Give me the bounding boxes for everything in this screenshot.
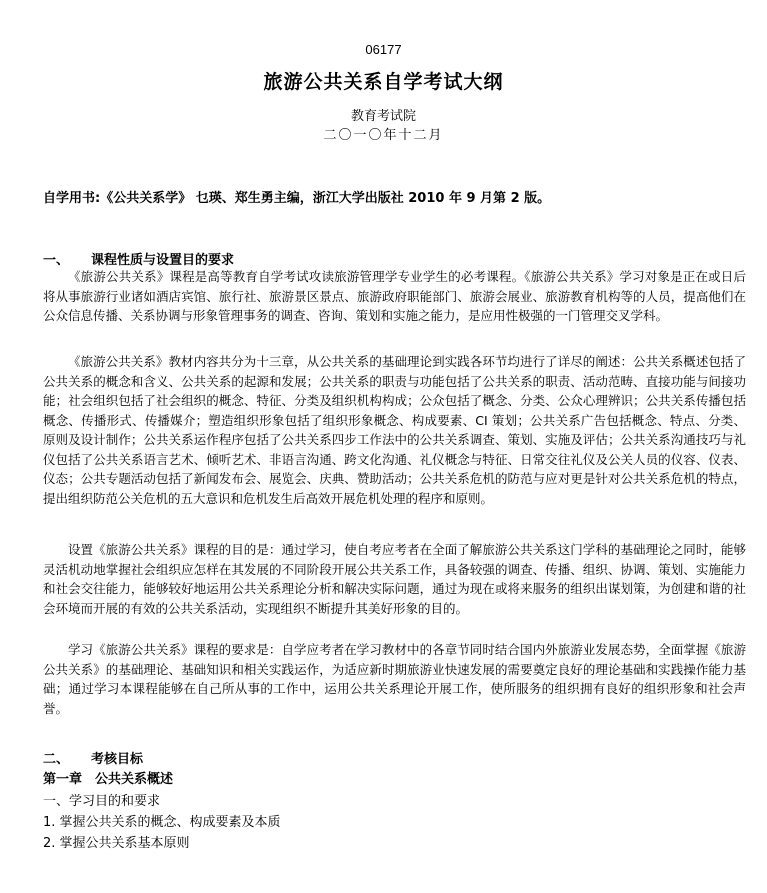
section-1-title: 课程性质与设置目的要求 (91, 253, 235, 268)
list-item: 2. 掌握公共关系基本原则 (43, 836, 190, 851)
paragraph-1: 《旅游公共关系》课程是高等教育自学考试攻读旅游管理学专业学生的必考课程。《旅游公共关系》学习对象是正在或日后将从事旅游行业诸如酒店宾馆、旅行社、旅游景区景点、旅游政府职能部门、旅游会展业、旅游教育机构等的人员，提高他们在公众信息传播、关系协调与形象管理事务的调查、咨询、策划和实施之能力，是应用性极强的一门管理交叉学科。 (43, 269, 746, 323)
exam-code: 06177 (365, 42, 402, 57)
textbook-info: 自学用书:《公共关系学》 乜瑛、郑生勇主编，浙江大学出版社 2010 年 9 月第 2 版。 (43, 191, 551, 206)
section-1-number: 一、 (43, 253, 70, 268)
issue-date: 二〇一〇年十二月 (323, 128, 444, 143)
section-2-number: 二、 (43, 752, 70, 767)
section-1-heading (43, 249, 234, 268)
document-title: 旅游公共关系自学考试大纲 (263, 71, 504, 93)
paragraph-4: 学习《旅游公共关系》课程的要求是：自学应考者在学习教材中的各章节同时结合国内外旅游业发展态势，全面掌握《旅游公共关系》的基础理论、基础知识和相关实践运作，为适应新时期旅游业快速发展的需要奠定良好的理论基础和实践操作能力基础；通过学习本课程能够在自己所从事的工作中，运用公共关系理论开展工作，使所服务的组织拥有良好的组织形象和社会声誉。 (43, 642, 746, 716)
paragraph-3: 设置《旅游公共关系》课程的目的是：通过学习，使自考应考者在全面了解旅游公共关系这门学科的基础理论之同时，能够灵活机动地掌握社会组织应怎样在其发展的不同阶段开展公共关系工作，具备较强的调查、传播、组织、协调、策划、实施能力和社会交往能力，能够较好地运用公共关系理论分析和解决实际问题，通过为现在或将来服务的组织出谋划策，为创建和谐的社会环境而开展的有效的公共关系活动，实现组织不断提升其美好形象的目的。 (43, 542, 746, 616)
section-2-title: 考核目标 (91, 752, 144, 767)
list-item: 1. 掌握公共关系的概念、构成要素及本质 (43, 815, 281, 830)
chapter-heading: 第一章 公共关系概述 (43, 772, 174, 787)
section-2-heading (43, 748, 143, 767)
subsection-heading: 一、学习目的和要求 (43, 794, 161, 809)
issuer: 教育考试院 (350, 109, 416, 124)
paragraph-2: 《旅游公共关系》教材内容共分为十三章，从公共关系的基础理论到实践各环节均进行了详尽的阐述：公共关系概述包括了公共关系的概念和含义、公共关系的起源和发展；公共关系的职责与功能包括了公共关系的职责、活动范畴、直接功能与间接功能；社会组织包括了社会组织的概念、特征、分类及组织机构构成；公众包括了概念、分类、公众心理辨识；公共关系传播包括概念、传播形式、传播媒介；塑造组织形象包括了组织形象概念、构成要素、CI 策划；公共关系广告包括概念、特点、分类、原则及设计制作；公共关系运作程序包括了公共关系四步工作法中的公共关系调查、策划、实施及评估；公共关系沟通技巧与礼仪包括了公共关系语言艺术、倾听艺术、非语言沟通、跨文化沟通、礼仪概念与特征、日常交往礼仪及公关人员的仪容、仪表、仪态；公共专题活动包括了新闻发布会、展览会、庆典、赞助活动；公共关系危机的防范与应对更是针对公共关系危机的特点，提出组织防范公关危机的五大意识和危机发生后高效开展危机处理的程序和原则。 (43, 354, 746, 506)
